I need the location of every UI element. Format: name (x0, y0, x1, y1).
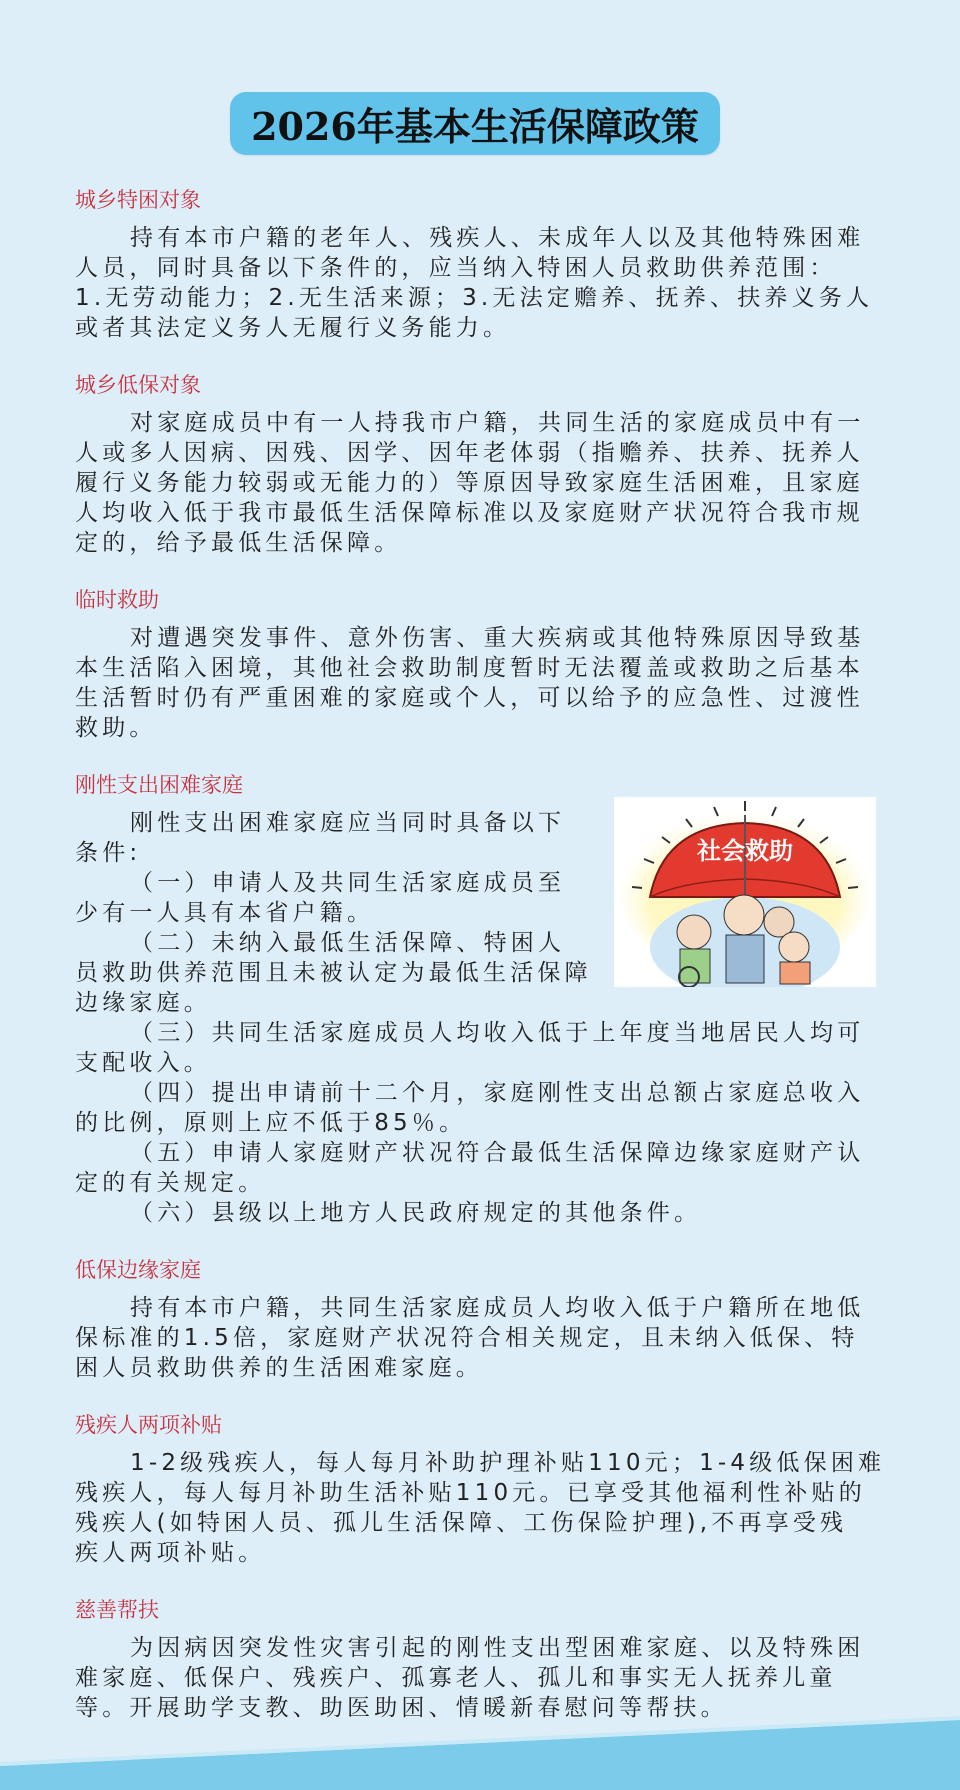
paragraph-line: 刚性支出困难家庭应当同时具备以下 (130, 810, 566, 836)
paragraph-line: 1.无劳动能力；2.无生活来源；3.无法定赡养、抚养、扶养义务人 (75, 285, 874, 311)
paragraph-line: 的比例，原则上应不低于85％。 (75, 1110, 467, 1136)
policy-section (75, 1410, 885, 1568)
paragraph-line: 救助。 (75, 715, 157, 741)
section-heading: 刚性支出困难家庭 (75, 773, 243, 797)
paragraph-line: 支配收入。 (75, 1050, 211, 1076)
paragraph-line: 残疾人(如特困人员、孤儿生活保障、工伤保险护理),不再享受残 (75, 1510, 848, 1536)
paragraph-line: 困人员救助供养的生活困难家庭。 (75, 1355, 483, 1381)
paragraph-line: 条件: (75, 840, 142, 866)
section-heading: 城乡低保对象 (75, 373, 201, 397)
paragraph-line: 1-2级残疾人，每人每月补助护理补贴110元；1-4级低保困难 (130, 1450, 886, 1476)
paragraph-line: 残疾人，每人每月补助生活补贴110元。已享受其他福利性补贴的 (75, 1480, 866, 1506)
section-heading: 慈善帮扶 (75, 1598, 159, 1622)
section-heading: 残疾人两项补贴 (75, 1413, 222, 1437)
paragraph-line: 人员，同时具备以下条件的，应当纳入特困人员救助供养范围： (75, 255, 837, 281)
paragraph-line: 人或多人因病、因残、因学、因年老体弱（指赡养、扶养、抚养人 (75, 440, 864, 466)
paragraph-line: 履行义务能力较弱或无能力的）等原因导致家庭生活困难，且家庭 (75, 470, 864, 496)
paragraph-line: 员救助供养范围且未被认定为最低生活保障 (75, 960, 592, 986)
policy-section (75, 370, 885, 558)
paragraph-line: （二）未纳入最低生活保障、特困人 (130, 930, 566, 956)
policy-section (75, 1255, 885, 1383)
paragraph-line: 持有本市户籍的老年人、残疾人、未成年人以及其他特殊困难 (130, 225, 865, 251)
section-heading: 低保边缘家庭 (75, 1258, 201, 1282)
paragraph-line: （五）申请人家庭财产状况符合最低生活保障边缘家庭财产认 (130, 1140, 865, 1166)
illustration-caption: 社会救助 (697, 837, 793, 865)
paragraph-line: 疾人两项补贴。 (75, 1540, 266, 1566)
paragraph-line: 或者其法定义务人无履行义务能力。 (75, 315, 511, 341)
title-banner (230, 92, 720, 155)
policy-section (75, 185, 885, 343)
bottom-wave-decoration (0, 1700, 960, 1790)
section-heading: 临时救助 (75, 588, 159, 612)
paragraph-line: 为因病因突发性灾害引起的刚性支出型困难家庭、以及特殊困 (130, 1635, 865, 1661)
paragraph-line: 等。开展助学支教、助医助困、情暖新春慰问等帮扶。 (75, 1695, 728, 1721)
paragraph-line: 持有本市户籍，共同生活家庭成员人均收入低于户籍所在地低 (130, 1295, 865, 1321)
paragraph-line: 对遭遇突发事件、意外伤害、重大疾病或其他特殊原因导致基 (130, 625, 865, 651)
paragraph-line: 少有一人具有本省户籍。 (75, 900, 375, 926)
paragraph-line: （一）申请人及共同生活家庭成员至 (130, 870, 566, 896)
paragraph-line: 对家庭成员中有一人持我市户籍，共同生活的家庭成员中有一 (130, 410, 865, 436)
section-heading: 城乡特困对象 (75, 188, 201, 212)
paragraph-line: 生活暂时仍有严重困难的家庭或个人，可以给予的应急性、过渡性 (75, 685, 864, 711)
umbrella-illustration-icon (614, 797, 876, 987)
paragraph-line: 保标准的1.5倍，家庭财产状况符合相关规定，且未纳入低保、特 (75, 1325, 859, 1351)
page-title: 2026年基本生活保障政策 (251, 104, 699, 149)
paragraph-line: 定的有关规定。 (75, 1170, 266, 1196)
policy-section (75, 585, 885, 743)
paragraph-line: 难家庭、低保户、残疾户、孤寡老人、孤儿和事实无人抚养儿童 (75, 1665, 837, 1691)
paragraph-line: 人均收入低于我市最低生活保障标准以及家庭财产状况符合我市规 (75, 500, 864, 526)
paragraph-line: （三）共同生活家庭成员人均收入低于上年度当地居民人均可 (130, 1020, 865, 1046)
paragraph-line: （四）提出申请前十二个月，家庭刚性支出总额占家庭总收入 (130, 1080, 865, 1106)
paragraph-line: （六）县级以上地方人民政府规定的其他条件。 (130, 1200, 702, 1226)
paragraph-line: 边缘家庭。 (75, 990, 211, 1016)
social-assistance-illustration (614, 797, 876, 987)
paragraph-line: 定的，给予最低生活保障。 (75, 530, 402, 556)
paragraph-line: 本生活陷入困境，其他社会救助制度暂时无法覆盖或救助之后基本 (75, 655, 864, 681)
